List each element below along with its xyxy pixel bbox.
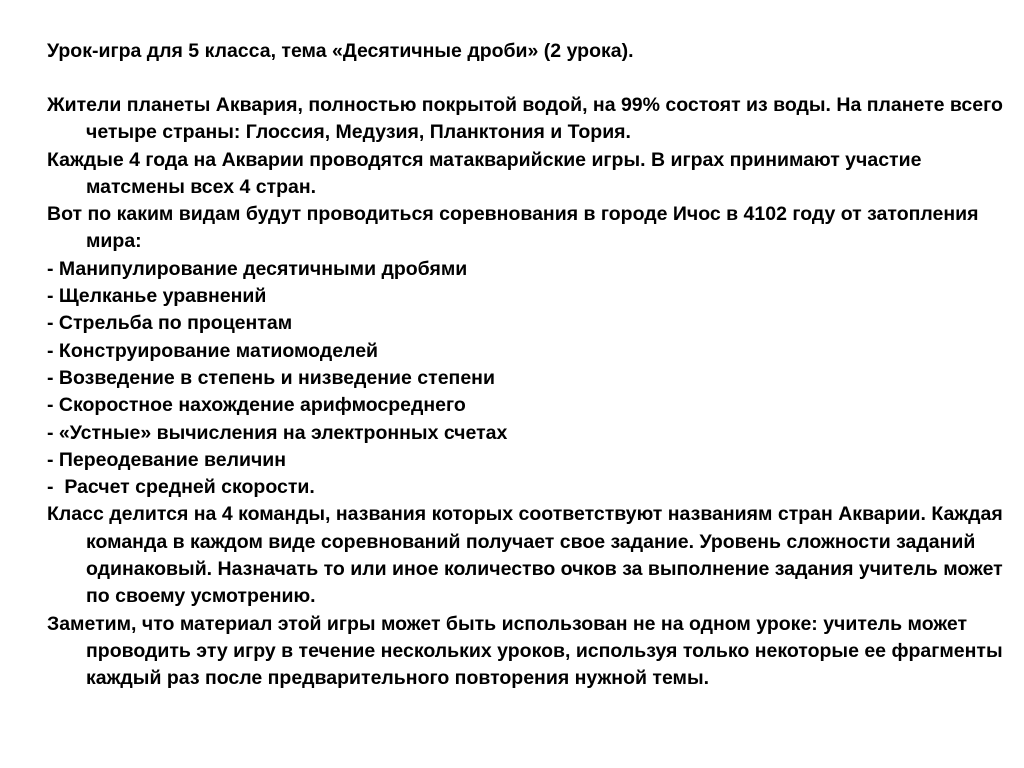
intro-paragraph-games: Каждые 4 года на Акварии проводятся матакварийские игры. В играх принимают участие матсмены всех 4 стран. <box>47 148 922 198</box>
page-title: Урок-игра для 5 класса, тема «Десятичные дроби» (2 урока). <box>47 40 634 62</box>
intro-paragraph-events: Вот по каким видам будут проводиться соревнования в городе Ичос в 4102 году от затопления мира: <box>47 203 979 253</box>
document-body <box>47 92 1022 693</box>
list-item: - Стрельба по процентам <box>47 312 293 335</box>
list-item: - Скоростное нахождение арифмосреднего <box>47 394 466 417</box>
list-item: - «Устные» вычисления на электронных счетах <box>47 421 508 444</box>
list-item: - Щелканье уравнений <box>47 285 267 308</box>
note-paragraph: Заметим, что материал этой игры может быть использован не на одном уроке: учитель может проводить эту игру в течение нескольких уроков, используя только некоторые ее фрагменты каждый раз после предварительного повторения нужной темы. <box>47 612 1003 690</box>
intro-paragraph-planet: Жители планеты Аквария, полностью покрытой водой, на 99% состоят из воды. На планете всего четыре страны: Глоссия, Медузия, Планктония и Тория. <box>47 94 1003 144</box>
list-item: - Конструирование матиомоделей <box>47 339 379 362</box>
list-item: - Расчет средней скорости. <box>47 476 315 499</box>
list-item: - Переодевание величин <box>47 448 287 471</box>
list-item: - Манипулирование десятичными дробями <box>47 257 468 280</box>
events-list <box>47 256 1022 502</box>
teams-paragraph: Класс делится на 4 команды, названия которых соответствуют названиям стран Акварии. Каждая команда в каждом виде соревнований получает свое задание. Уровень сложности заданий одинаковый. Назначать то или иное количество очков за выполнение задания учитель может по своему усмотрению. <box>47 503 1003 608</box>
list-item: - Возведение в степень и низведение степени <box>47 366 495 389</box>
